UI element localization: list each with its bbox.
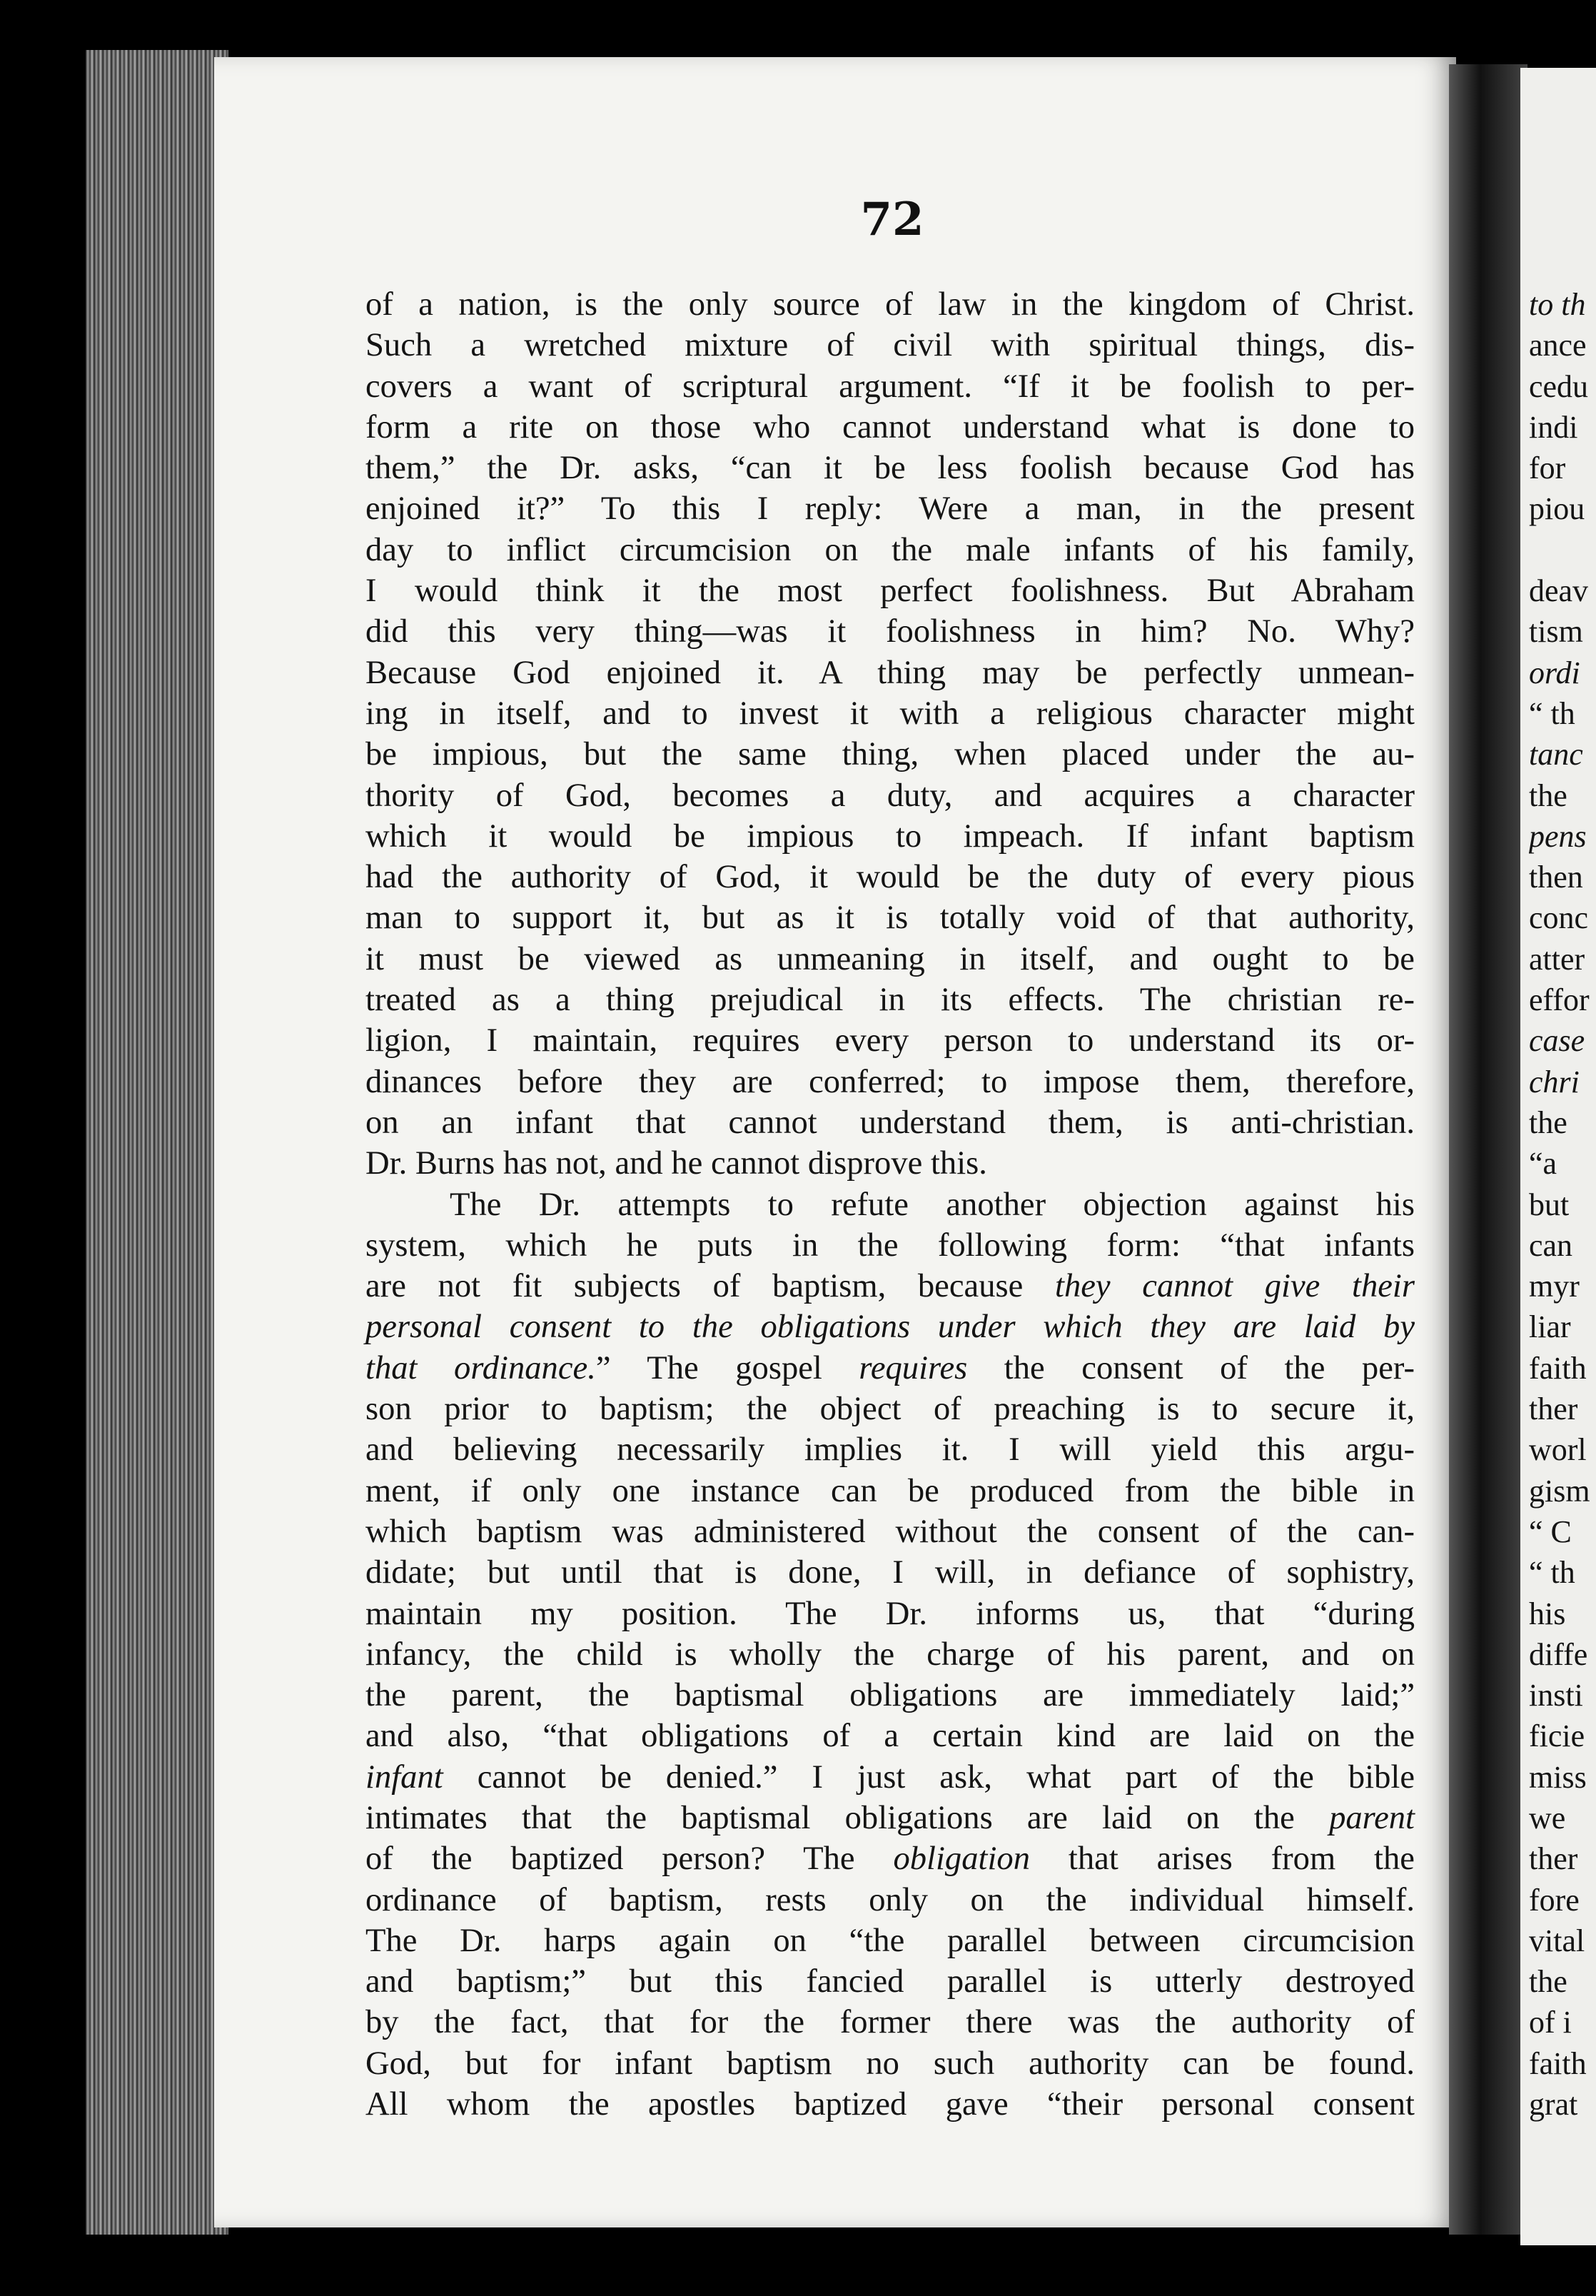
book-page-edges — [86, 50, 228, 2235]
right-page-line — [1529, 530, 1593, 570]
right-page-line: tanc — [1529, 737, 1583, 772]
text-line: the parent, the baptismal obligations are immediately laid;” — [365, 1676, 1415, 1714]
book-gutter — [1449, 64, 1527, 2235]
italic-text: infant — [365, 1758, 443, 1796]
text-line: them,” the Dr. asks, “can it be less foolish because God has — [365, 449, 1415, 487]
right-page-line: gism — [1529, 1473, 1590, 1509]
right-page-line: ordi — [1529, 655, 1580, 690]
right-page-fragments — [1529, 284, 1593, 2125]
right-page-line: “ th — [1529, 695, 1575, 731]
right-page-line: “ th — [1529, 1555, 1575, 1591]
text-run: ” The gospel — [595, 1349, 859, 1386]
page-body-text — [365, 284, 1415, 2125]
text-line: man to support it, but as it is totally void of that authority, — [365, 899, 1415, 937]
text-line: Dr. Burns has not, and he cannot disprove this. — [365, 1144, 987, 1182]
text-line — [365, 1348, 1415, 1389]
text-line: day to inflict circumcision on the male infants of his family, — [365, 530, 1415, 568]
right-page-line: ther — [1529, 1841, 1578, 1877]
right-page-line: chri — [1529, 1064, 1580, 1099]
right-page-line: fore — [1529, 1882, 1580, 1918]
text-line: enjoined it?” To this I reply: Were a man, in the present — [365, 490, 1415, 528]
text-line — [365, 1838, 1415, 1879]
text-line: covers a want of scriptural argument. “If it be foolish to per- — [365, 367, 1415, 405]
right-page-line: deav — [1529, 573, 1589, 609]
text-run: cannot be denied.” I just ask, what part of the bible — [443, 1758, 1415, 1796]
text-line: I would think it the most perfect foolishness. But Abraham — [365, 572, 1415, 610]
text-line: All whom the apostles baptized gave “their personal consent — [365, 2085, 1415, 2123]
right-page-line: the — [1529, 1964, 1567, 2000]
text-line: and also, “that obligations of a certain kind are laid on the — [365, 1717, 1415, 1755]
text-line: didate; but until that is done, I will, in defiance of sophistry, — [365, 1554, 1415, 1591]
text-line — [365, 1266, 1415, 1306]
text-line: which baptism was administered without the consent of the can- — [365, 1512, 1415, 1550]
text-line: of a nation, is the only source of law in the kingdom of Christ. — [365, 286, 1415, 323]
right-page-line: myr — [1529, 1269, 1580, 1304]
right-page-line: worl — [1529, 1432, 1587, 1468]
text-line: ordinance of baptism, rests only on the individual himself. — [365, 1880, 1415, 1918]
right-page-line: vital — [1529, 1923, 1585, 1958]
right-page-line: conc — [1529, 900, 1589, 936]
right-page-line: grat — [1529, 2087, 1578, 2123]
text-line: ing in itself, and to invest it with a religious character might — [365, 694, 1415, 732]
right-page-line: ance — [1529, 328, 1587, 363]
italic-text: they cannot give their — [1055, 1267, 1415, 1305]
right-page-line: faith — [1529, 2045, 1587, 2081]
right-page-line: the — [1529, 1104, 1567, 1140]
right-page-line: but — [1529, 1187, 1570, 1222]
right-page-line: tism — [1529, 614, 1583, 650]
right-page-line: “ C — [1529, 1514, 1572, 1549]
italic-text: obligation — [893, 1840, 1031, 1878]
page-number: 72 — [860, 193, 924, 246]
text-line — [365, 1798, 1415, 1838]
text-line: system, which he puts in the following form: “that infants — [365, 1226, 1415, 1264]
right-page-line: his — [1529, 1596, 1566, 1631]
right-page-line: insti — [1529, 1678, 1583, 1713]
right-page-line: effor — [1529, 982, 1590, 1018]
right-page-line: pens — [1529, 818, 1587, 854]
italic-text: parent — [1329, 1798, 1415, 1836]
text-line — [365, 1306, 1415, 1347]
right-page-line: case — [1529, 1023, 1585, 1059]
right-page-line: faith — [1529, 1350, 1587, 1386]
right-page-line: can — [1529, 1227, 1573, 1263]
italic-text: requires — [859, 1349, 968, 1386]
text-line: and believing necessarily implies it. I will yield this argu- — [365, 1431, 1415, 1469]
right-page-line: piou — [1529, 491, 1585, 527]
text-line: form a rite on those who cannot understand what is done to — [365, 408, 1415, 445]
right-page-line: miss — [1529, 1759, 1587, 1795]
text-line: which it would be impious to impeach. If infant baptism — [365, 817, 1415, 855]
text-line — [365, 1757, 1415, 1798]
text-line: Such a wretched mixture of civil with spiritual things, dis- — [365, 326, 1415, 364]
text-line: and baptism;” but this fancied parallel is utterly destroyed — [365, 1963, 1415, 2000]
right-page-line: liar — [1529, 1309, 1571, 1345]
text-line: ligion, I maintain, requires every person to understand its or- — [365, 1022, 1415, 1059]
text-line: dinances before they are conferred; to impose them, therefore, — [365, 1062, 1415, 1100]
text-run: of the baptized person? The — [365, 1840, 894, 1878]
right-page-line: ther — [1529, 1391, 1578, 1427]
text-line: The Dr. harps again on “the parallel between circumcision — [365, 1921, 1415, 1959]
text-line: treated as a thing prejudical in its effects. The christian re- — [365, 981, 1415, 1019]
text-line: on an infant that cannot understand them, is anti-christian. — [365, 1103, 1415, 1141]
right-page-line: “a — [1529, 1146, 1557, 1182]
text-line: ment, if only one instance can be produced from the bible in — [365, 1471, 1415, 1509]
right-page-line: the — [1529, 777, 1567, 813]
text-run: the consent of the per- — [967, 1349, 1415, 1386]
right-page-line: of i — [1529, 2005, 1572, 2040]
text-line: Because God enjoined it. A thing may be perfectly unmean- — [365, 653, 1415, 691]
italic-text: personal consent to the obligations under which they are laid by — [365, 1308, 1415, 1346]
right-page-line: ficie — [1529, 1718, 1585, 1754]
text-line: be impious, but the same thing, when placed under the au- — [365, 735, 1415, 773]
text-line: son prior to baptism; the object of preaching is to secure it, — [365, 1390, 1415, 1428]
right-page-line: cedu — [1529, 368, 1589, 404]
right-page-line: then — [1529, 860, 1583, 895]
text-run: are not fit subjects of baptism, because — [365, 1267, 1055, 1305]
text-line: by the fact, that for the former there was the authority of — [365, 2003, 1415, 2041]
right-page-line: for — [1529, 450, 1566, 486]
text-run: that arises from the — [1030, 1840, 1415, 1878]
right-page-line: to th — [1529, 287, 1586, 322]
italic-text: that ordinance. — [365, 1349, 596, 1386]
right-page-line: atter — [1529, 941, 1585, 977]
right-page-line: diffe — [1529, 1636, 1588, 1672]
text-line: thority of God, becomes a duty, and acquires a character — [365, 776, 1415, 814]
text-line: The Dr. attempts to refute another objection against his — [450, 1185, 1415, 1223]
text-line: did this very thing—was it foolishness in him? No. Why? — [365, 613, 1415, 650]
text-line: had the authority of God, it would be the duty of every pious — [365, 858, 1415, 896]
text-line: it must be viewed as unmeaning in itself, and ought to be — [365, 940, 1415, 977]
text-line: maintain my position. The Dr. informs us, that “during — [365, 1594, 1415, 1632]
right-page-line: indi — [1529, 409, 1578, 445]
text-line: infancy, the child is wholly the charge of his parent, and on — [365, 1635, 1415, 1673]
right-page-line: we — [1529, 1800, 1566, 1836]
text-run: intimates that the baptismal obligations are laid on the — [365, 1798, 1330, 1836]
text-line: God, but for infant baptism no such authority can be found. — [365, 2044, 1415, 2082]
